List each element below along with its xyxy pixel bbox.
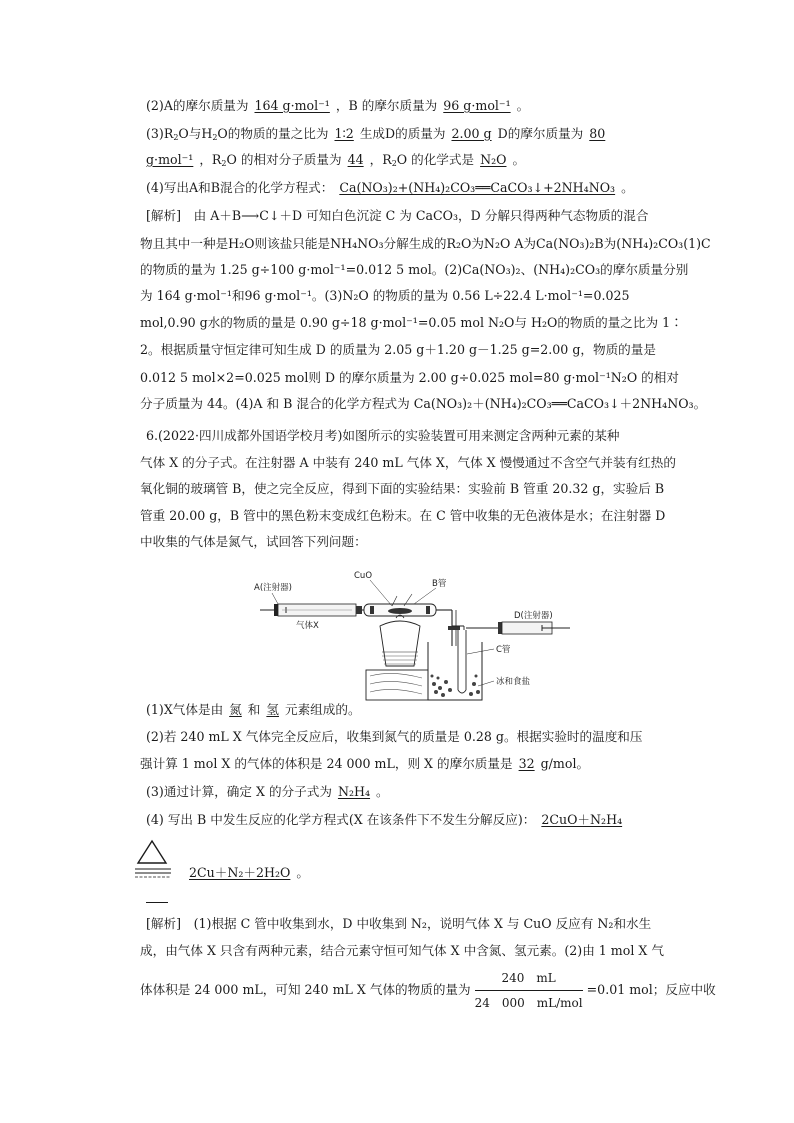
label-syringe-d: D(注射器) bbox=[514, 611, 553, 621]
text: 和 bbox=[247, 702, 261, 717]
question-4-line bbox=[146, 180, 666, 196]
text: =0.01 mol；反应中收 bbox=[586, 982, 716, 997]
analysis-1-line: [解析] 由 A＋B⟶C↓＋D 可知白色沉淀 C 为 CaCO₃，D 分解只得两种气态物质的混合 bbox=[146, 208, 649, 223]
heat-delta-icon bbox=[133, 839, 173, 879]
answer-d-molar-mass: 80 bbox=[589, 126, 606, 141]
problem-6-line: 中收集的气体是氮气，试回答下列问题： bbox=[140, 534, 367, 549]
question-3-line-2: g·mol⁻¹ ，$R_2O$ 的相对分子质量为 44 ，$R_2O$ 的化学式是 N₂O 。 bbox=[140, 152, 660, 168]
analysis-1-line: 2。根据质量守恒定律可知生成 D 的质量为 2.05 g＋1.20 g－1.25 g=2.00 g，物质的量是 bbox=[140, 342, 656, 357]
analysis-2-line: [解析] (1)根据 C 管中收集到水，D 中收集到 N₂，说明气体 X 与 CuO 反应有 N₂和水生 bbox=[146, 916, 652, 931]
problem-6-line: 气体 X 的分子式。在注射器 A 中装有 240 mL 气体 X，气体 X 慢慢通过不含空气并装有红热的 bbox=[140, 455, 676, 470]
problem-6-line: 6.(2022·四川成都外国语学校月考)如图所示的实验装置可用来测定含两种元素的某种 bbox=[146, 428, 620, 443]
text: ，B 的摩尔质量为 bbox=[335, 98, 438, 113]
analysis-1-line: 的物质的量为 1.25 g÷100 g·mol⁻¹=0.012 5 mol。(2)Ca(NO₃)₂、(NH₄)₂CO₃的摩尔质量分别 bbox=[140, 262, 689, 277]
text: 。 bbox=[296, 865, 309, 880]
answer-ratio: 1∶2 bbox=[334, 126, 354, 141]
label-cuo: CuO bbox=[354, 571, 373, 581]
fraction-denominator: 24 000 mL/mol bbox=[474, 996, 583, 1010]
answer-formula: N₂O bbox=[480, 152, 507, 167]
label-ice-salt: 冰和食盐 bbox=[496, 677, 531, 687]
answer-equation-part-2: 2Cu＋N₂＋2H₂O bbox=[189, 865, 291, 880]
answer-a-molar-mass: 164 g·mol⁻¹ bbox=[254, 98, 330, 113]
fraction-numerator: 240 mL bbox=[475, 968, 583, 991]
text: O与H bbox=[178, 126, 213, 141]
text: 。 bbox=[512, 152, 526, 167]
analysis-1-line: 0.012 5 mol×2=0.025 mol则 D 的摩尔质量为 2.00 g÷0.025 mol=80 g·mol⁻¹N₂O 的相对 bbox=[140, 370, 679, 385]
text: 。 bbox=[376, 784, 389, 799]
problem-6-line: 管重 20.00 g，B 管中的黑色粉末变成红色粉末。在 C 管中收集的无色液体是水；在注射器 D bbox=[140, 508, 666, 523]
analysis-1-line: mol,0.90 g水的物质的量是 0.90 g÷18 g·mol⁻¹=0.05 mol N₂O与 H₂O的物质的量之比为 1∶ bbox=[140, 315, 683, 330]
text: (3)R bbox=[146, 126, 174, 141]
analysis-1-line: 为 164 g·mol⁻¹和96 g·mol⁻¹。(3)N₂O 的物质的量为 0.56 L÷22.4 L·mol⁻¹=0.025 bbox=[140, 288, 630, 303]
question-2-line bbox=[146, 98, 666, 114]
text: ，R bbox=[199, 152, 222, 167]
answer-molar-mass: 32 bbox=[518, 756, 535, 771]
text: (4) 写出 B 中发生反应的化学方程式(X 在该条件下不发生分解反应)： bbox=[146, 812, 536, 827]
text: 。 bbox=[621, 180, 634, 195]
text: (3)通过计算，确定 X 的分子式为 bbox=[146, 784, 332, 799]
p6-question-3 bbox=[146, 784, 666, 800]
answer-element-2: 氢 bbox=[266, 702, 279, 717]
text: O 的相对分子质量为 bbox=[226, 152, 342, 167]
answer-b-molar-mass: 96 g·mol⁻¹ bbox=[443, 98, 511, 113]
answer-element-1: 氮 bbox=[229, 702, 242, 717]
label-tube-b: B管 bbox=[432, 579, 447, 589]
text: 强计算 1 mol X 的气体的体积是 24 000 mL，则 X 的摩尔质量是 bbox=[140, 756, 513, 771]
p6-question-4-line-2 bbox=[183, 865, 703, 881]
text: (4)写出A和B混合的化学方程式： bbox=[146, 180, 334, 195]
fraction bbox=[475, 968, 583, 1013]
label-gas-x: 气体X bbox=[296, 621, 319, 631]
text: g/mol。 bbox=[540, 756, 590, 771]
syringe-a bbox=[260, 604, 362, 616]
question-3-line-1: $(3)R_2O$与$H_2O$的物质的量之比为 1∶2 生成D的质量为 2.00 g D的摩尔质量为 80 bbox=[146, 126, 666, 142]
label-tube-c: C管 bbox=[496, 645, 511, 655]
beaker-c bbox=[428, 626, 482, 700]
alcohol-lamp bbox=[380, 615, 420, 666]
syringe-d bbox=[466, 622, 570, 634]
p6-question-4 bbox=[146, 812, 666, 828]
p6-question-1 bbox=[146, 702, 666, 718]
analysis-2-line: 成，由气体 X 只含有两种元素，结合元素守恒可知气体 X 中含氮、氢元素。(2)由 1 mol X 气 bbox=[140, 943, 664, 958]
answer-equation-part-1: 2CuO＋N₂H₄ bbox=[541, 812, 623, 827]
text: D的摩尔质量为 bbox=[497, 126, 584, 141]
analysis-2-line bbox=[140, 968, 716, 1013]
problem-6-line: 氧化铜的玻璃管 B，使之完全反应，得到下面的实验结果：实验前 B 管重 20.32 g，实验后 B bbox=[140, 481, 665, 496]
divider bbox=[146, 902, 168, 903]
text: 生成D的质量为 bbox=[359, 126, 446, 141]
analysis-1-line: 物且其中一种是H₂O则该盐只能是NH₄NO₃分解生成的R₂O为N₂O A为Ca(NO₃)₂B为(NH₄)₂CO₃(1)C bbox=[140, 236, 711, 251]
text: O的物质的量之比为 bbox=[217, 126, 329, 141]
answer-molecular-formula: N₂H₄ bbox=[337, 784, 371, 799]
apparatus-diagram bbox=[252, 556, 574, 716]
p6-question-2-line-2 bbox=[140, 756, 660, 772]
text: O 的化学式是 bbox=[396, 152, 475, 167]
text: 。 bbox=[516, 98, 530, 113]
text: ，R bbox=[369, 152, 392, 167]
analysis-1-line: 分子质量为 44。(4)A 和 B 混合的化学方程式为 Ca(NO₃)₂＋(NH₄)₂CO₃══CaCO₃↓＋2NH₄NO₃。 bbox=[140, 396, 707, 411]
answer-d-mass: 2.00 g bbox=[451, 126, 492, 141]
text: (1)X气体是由 bbox=[146, 702, 224, 717]
text: 元素组成的。 bbox=[284, 702, 361, 717]
answer-relative-mass: 44 bbox=[347, 152, 364, 167]
text: 体体积是 24 000 mL，可知 240 mL X 气体的物质的量为 bbox=[140, 982, 471, 997]
text: (2)A的摩尔质量为 bbox=[146, 98, 249, 113]
p6-question-2-line-1: (2)若 240 mL X 气体完全反应后，收集到氮气的质量是 0.28 g。根据实验时的温度和压 bbox=[146, 729, 643, 744]
label-syringe-a: A(注射器) bbox=[254, 583, 292, 593]
answer-equation: Ca(NO₃)₂+(NH₄)₂CO₃══CaCO₃↓+2NH₄NO₃ bbox=[339, 180, 616, 195]
answer-d-molar-mass-unit: g·mol⁻¹ bbox=[146, 152, 194, 167]
wooden-block bbox=[366, 670, 428, 700]
